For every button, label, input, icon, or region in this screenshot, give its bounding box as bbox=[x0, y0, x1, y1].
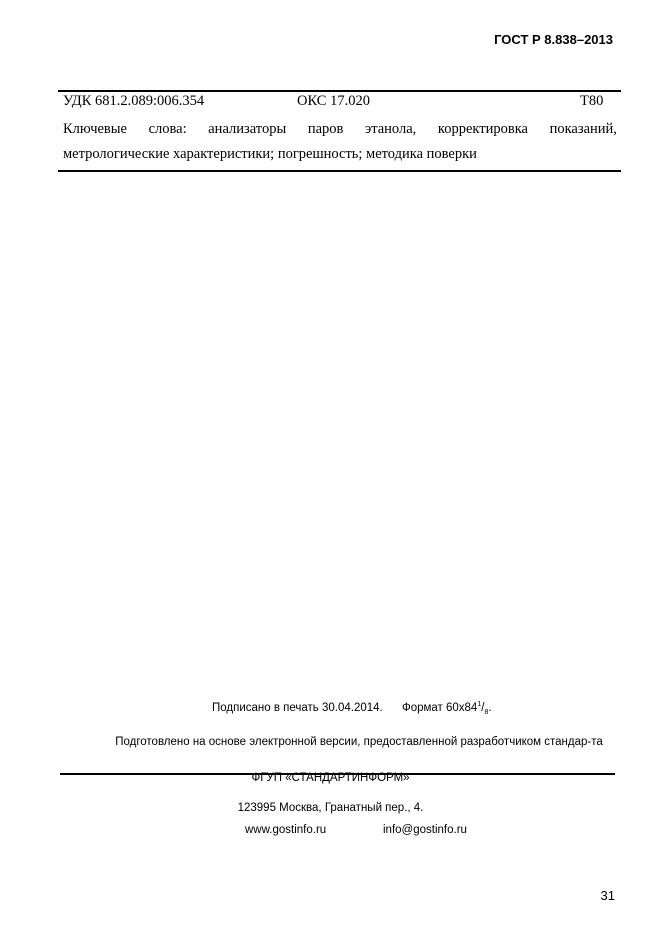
signed-date: Подписано в печать 30.04.2014. bbox=[212, 701, 383, 714]
keyword-word: анализаторы bbox=[208, 121, 287, 137]
prepared-note: Подготовлено на основе электронной версии, предоставленной разработчиком стандар-та bbox=[115, 736, 603, 748]
keyword-word: показаний, bbox=[549, 121, 617, 137]
format-denominator: 8 bbox=[484, 709, 489, 717]
keyword-word: Ключевые bbox=[63, 121, 127, 137]
top-rule bbox=[58, 90, 621, 92]
publisher-website[interactable]: www.gostinfo.ru bbox=[245, 824, 327, 836]
standard-code: ГОСТ Р 8.838–2013 bbox=[494, 32, 613, 47]
keyword-word: слова: bbox=[148, 121, 187, 137]
publisher-name: ФГУП «СТАНДАРТИНФОРМ» bbox=[251, 772, 410, 784]
keyword-word: паров bbox=[307, 121, 344, 137]
format-label: Формат 60х84 bbox=[401, 701, 478, 714]
class-code: Т80 bbox=[580, 93, 604, 109]
format-end: . bbox=[488, 701, 492, 714]
keyword-word: корректировка bbox=[437, 121, 528, 137]
keywords-line-1 bbox=[63, 121, 617, 138]
keywords-bottom-rule bbox=[58, 170, 621, 172]
page-number: 31 bbox=[600, 888, 615, 903]
publisher-address: 123995 Москва, Гранатный пер., 4. bbox=[237, 802, 424, 814]
keywords-line-2: метрологические характеристики; погрешность; методика поверки bbox=[63, 146, 477, 162]
signed-line bbox=[212, 701, 492, 716]
print-format: Формат $60х84^1/_8$. bbox=[401, 701, 492, 717]
udk-code: УДК 681.2.089:006.354 bbox=[63, 93, 205, 109]
format-numerator: 1 bbox=[477, 701, 482, 708]
oks-code: ОКС 17.020 bbox=[297, 93, 370, 109]
publisher-email[interactable]: info@gostinfo.ru bbox=[383, 824, 467, 836]
keyword-word: этанола, bbox=[364, 121, 417, 137]
